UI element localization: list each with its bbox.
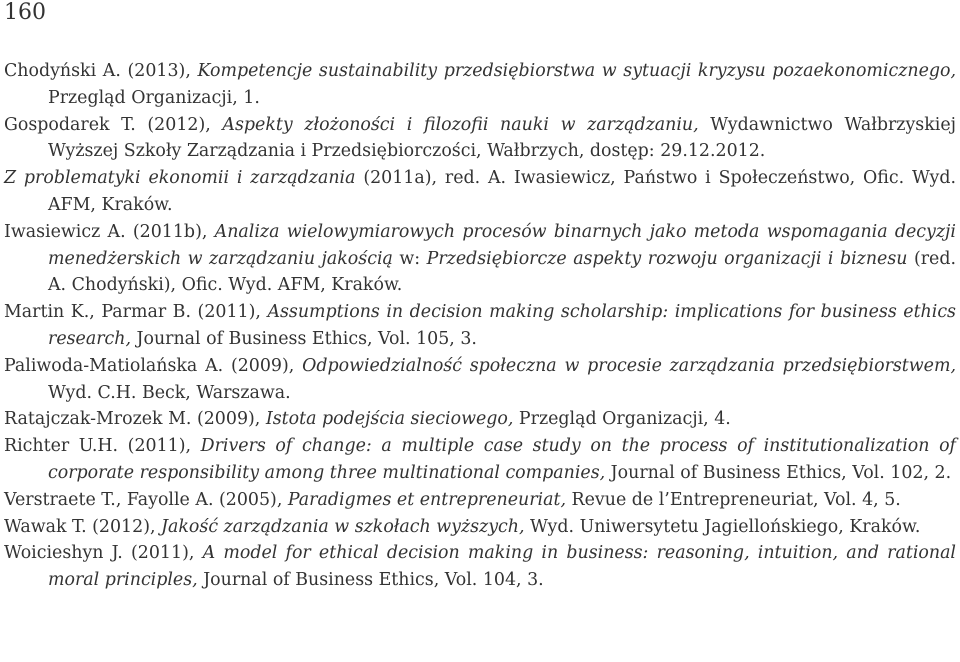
reference-title: Kompetencje sustainability przedsiębiorstwa w sytuacji kryzysu pozaekonomicznego, xyxy=(197,61,956,81)
reference-entry xyxy=(4,406,956,433)
reference-source: Revue de l’Entrepreneuriat, Vol. 4, 5. xyxy=(566,489,901,510)
reference-authors: Wawak T. (2012), xyxy=(4,516,162,537)
reference-entry xyxy=(4,353,956,407)
reference-source-tail: (red. A. Chodyński), Ofic. Wyd. AFM, Kraków. xyxy=(48,248,956,296)
reference-source: Przegląd Organizacji, 4. xyxy=(513,409,731,430)
reference-source: Wyd. C.H. Beck, Warszawa. xyxy=(48,382,291,403)
reference-authors: Chodyński A. (2013), xyxy=(4,61,198,81)
reference-entry xyxy=(4,219,956,299)
reference-source: (2011a), red. A. Iwasiewicz, Państwo i Społeczeństwo, Ofic. Wyd. AFM, Kraków. xyxy=(48,168,957,215)
reference-title: Odpowiedzialność społeczna w procesie zarządzania przedsiębiorstwem, xyxy=(302,355,956,376)
reference-authors: Iwasiewicz A. (2011b), xyxy=(4,221,215,242)
reference-entry xyxy=(4,540,956,594)
reference-entry xyxy=(4,112,956,166)
reference-authors: Woicieshyn J. (2011), xyxy=(4,543,203,564)
reference-entry xyxy=(4,433,956,487)
reference-title: A model for ethical decision making in business: reasoning, intuition, and rational moral principles, xyxy=(48,543,956,591)
reference-source: Journal of Business Ethics, Vol. 102, 2. xyxy=(605,462,952,483)
reference-authors: Verstraete T., Fayolle A. (2005), xyxy=(4,489,288,510)
reference-entry xyxy=(4,514,956,541)
reference-source: Journal of Business Ethics, Vol. 104, 3. xyxy=(197,570,544,591)
reference-source: Wydawnictwo Wałbrzyskiej Wyższej Szkoły Zarządzania i Przedsiębiorczości, Wałbrzych, dostęp: 29.12.2012. xyxy=(48,114,956,162)
reference-authors: Paliwoda-Matiolańska A. (2009), xyxy=(4,355,303,376)
reference-book-title: Przedsiębiorcze aspekty rozwoju organizacji i biznesu xyxy=(426,248,908,269)
reference-authors: Ratajczak-Mrozek M. (2009), xyxy=(4,409,266,430)
reference-title: Jakość zarządzania w szkołach wyższych, xyxy=(161,516,525,537)
reference-authors: Richter U.H. (2011), xyxy=(4,436,201,457)
reference-title: Istota podejścia sieciowego, xyxy=(265,409,514,430)
reference-authors: Gospodarek T. (2012), xyxy=(4,114,223,135)
reference-entry xyxy=(4,58,956,112)
reference-source: Wyd. Uniwersytetu Jagiellońskiego, Kraków. xyxy=(524,516,921,537)
reference-source: Przegląd Organizacji, 1. xyxy=(48,87,260,108)
reference-authors: Martin K., Parmar B. (2011), xyxy=(4,302,268,323)
reference-title: Z problematyki ekonomii i zarządzania xyxy=(4,168,356,189)
reference-source: w: xyxy=(392,248,427,269)
page-number: 160 xyxy=(4,0,46,25)
reference-title: Aspekty złożoności i filozofii nauki w zarządzaniu, xyxy=(222,114,699,135)
reference-list xyxy=(4,58,956,594)
reference-title: Analiza wielowymiarowych procesów binarnych jako metoda wspomagania decyzji menedżerskich w zarządzaniu jakością xyxy=(48,221,956,269)
reference-title: Drivers of change: a multiple case study on the process of institutionalization of corporate responsibility among three multinational companies, xyxy=(48,436,956,483)
reference-entry xyxy=(4,165,956,219)
reference-entry xyxy=(4,487,956,514)
reference-source: Journal of Business Ethics, Vol. 105, 3. xyxy=(130,328,477,349)
reference-title: Paradigmes et entrepreneuriat, xyxy=(287,489,567,510)
reference-entry xyxy=(4,299,956,353)
reference-title: Assumptions in decision making scholarship: implications for business ethics research, xyxy=(48,302,956,349)
